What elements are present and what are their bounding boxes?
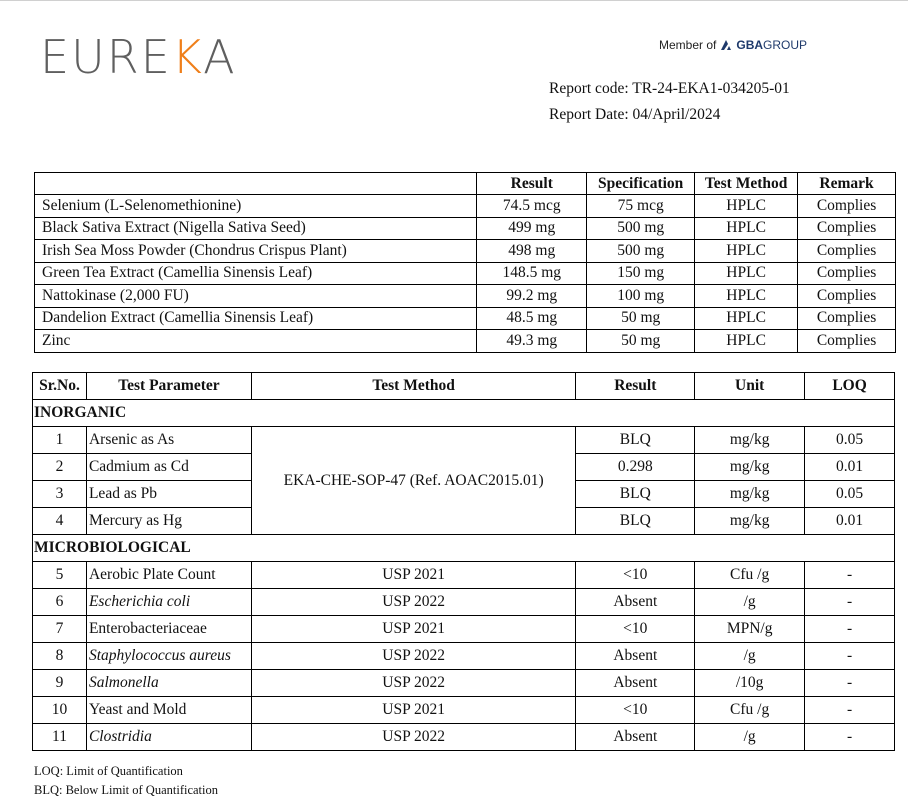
test-unit: Cfu /g: [695, 697, 805, 724]
summary-header-row: [35, 173, 896, 195]
test-loq: -: [805, 616, 895, 643]
test-method: USP 2022: [251, 643, 576, 670]
test-header-cell: Sr.No.: [33, 373, 87, 400]
eureka-logo: [40, 30, 237, 84]
ingredient-spec: 500 mg: [587, 217, 695, 240]
ingredient-method: HPLC: [695, 307, 798, 330]
test-result: Absent: [576, 724, 695, 751]
test-header-cell: Unit: [695, 373, 805, 400]
ingredient-name: Black Sativa Extract (Nigella Sativa Seed): [35, 217, 477, 240]
test-parameter: Cadmium as Cd: [86, 454, 251, 481]
section-row: [33, 400, 895, 427]
sr-no: 6: [33, 589, 87, 616]
table-row: [33, 616, 895, 643]
test-header-cell: Test Parameter: [86, 373, 251, 400]
ingredient-name: Selenium (L-Selenomethionine): [35, 195, 477, 218]
test-result: BLQ: [576, 508, 695, 535]
table-row: [33, 724, 895, 751]
sr-no: 11: [33, 724, 87, 751]
ingredient-name: Green Tea Extract (Camellia Sinensis Leaf): [35, 262, 477, 285]
test-result: Absent: [576, 670, 695, 697]
test-result: <10: [576, 562, 695, 589]
sr-no: 2: [33, 454, 87, 481]
ingredient-result: 49.3 mg: [477, 330, 587, 353]
test-parameter: Clostridia: [86, 724, 251, 751]
test-loq: -: [805, 589, 895, 616]
member-org-rest: GROUP: [763, 38, 808, 52]
summary-table: [34, 172, 896, 353]
test-result: <10: [576, 616, 695, 643]
test-header-cell: Result: [576, 373, 695, 400]
test-method: USP 2022: [251, 724, 576, 751]
ingredient-result: 74.5 mcg: [477, 195, 587, 218]
test-method: USP 2021: [251, 562, 576, 589]
ingredient-name: Irish Sea Moss Powder (Chondrus Crispus Plant): [35, 240, 477, 263]
ingredient-method: HPLC: [695, 217, 798, 240]
sr-no: 8: [33, 643, 87, 670]
ingredient-result: 99.2 mg: [477, 285, 587, 308]
member-org-bold: GBA: [736, 38, 764, 52]
test-loq: 0.01: [805, 454, 895, 481]
ingredient-method: HPLC: [695, 330, 798, 353]
section-row: [33, 535, 895, 562]
test-loq: -: [805, 697, 895, 724]
test-result: BLQ: [576, 427, 695, 454]
ingredient-spec: 75 mcg: [587, 195, 695, 218]
ingredient-method: HPLC: [695, 240, 798, 263]
ingredient-spec: 100 mg: [587, 285, 695, 308]
test-loq: 0.05: [805, 427, 895, 454]
summary-header-cell: Test Method: [695, 173, 798, 195]
test-unit: /10g: [695, 670, 805, 697]
test-parameter: Enterobacteriaceae: [86, 616, 251, 643]
report-date: Report Date: 04/April/2024: [549, 106, 721, 123]
sr-no: 3: [33, 481, 87, 508]
ingredient-spec: 50 mg: [587, 307, 695, 330]
summary-row: [35, 262, 896, 285]
top-divider: [0, 0, 908, 1]
test-loq: 0.01: [805, 508, 895, 535]
member-of-gba-group: [659, 38, 807, 52]
section-inorganic: INORGANIC: [33, 400, 895, 427]
table-row: [33, 427, 895, 454]
summary-row: [35, 240, 896, 263]
test-result: BLQ: [576, 481, 695, 508]
test-loq: -: [805, 562, 895, 589]
section-microbiological: MICROBIOLOGICAL: [33, 535, 895, 562]
report-code: Report code: TR-24-EKA1-034205-01: [549, 80, 790, 97]
test-unit: mg/kg: [695, 454, 805, 481]
ingredient-remark: Complies: [798, 330, 896, 353]
table-row: [33, 589, 895, 616]
sr-no: 4: [33, 508, 87, 535]
test-parameter: Staphylococcus aureus: [86, 643, 251, 670]
ingredient-spec: 50 mg: [587, 330, 695, 353]
test-result: Absent: [576, 589, 695, 616]
test-unit: MPN/g: [695, 616, 805, 643]
table-row: [33, 643, 895, 670]
ingredient-remark: Complies: [798, 307, 896, 330]
table-row: [33, 670, 895, 697]
test-result: <10: [576, 697, 695, 724]
table-row: [33, 562, 895, 589]
ingredient-spec: 150 mg: [587, 262, 695, 285]
test-loq: -: [805, 643, 895, 670]
test-loq: -: [805, 670, 895, 697]
report-meta: [549, 76, 790, 128]
inorganic-test-method: EKA-CHE-SOP-47 (Ref. AOAC2015.01): [251, 427, 576, 535]
test-parameter: Lead as Pb: [86, 481, 251, 508]
summary-row: [35, 330, 896, 353]
ingredient-remark: Complies: [798, 262, 896, 285]
test-loq: 0.05: [805, 481, 895, 508]
test-method: USP 2022: [251, 670, 576, 697]
test-parameter: Mercury as Hg: [86, 508, 251, 535]
test-unit: /g: [695, 589, 805, 616]
footnote-loq: LOQ: Limit of Quantification: [34, 764, 183, 778]
test-header-row: [33, 373, 895, 400]
sr-no: 7: [33, 616, 87, 643]
gba-logo-icon: [719, 39, 733, 51]
summary-row: [35, 217, 896, 240]
summary-row: [35, 307, 896, 330]
ingredient-remark: Complies: [798, 195, 896, 218]
ingredient-name: Dandelion Extract (Camellia Sinensis Leaf): [35, 307, 477, 330]
test-unit: mg/kg: [695, 508, 805, 535]
test-unit: /g: [695, 643, 805, 670]
summary-row: [35, 285, 896, 308]
sr-no: 9: [33, 670, 87, 697]
ingredient-method: HPLC: [695, 262, 798, 285]
logo-text-prefix: EURE: [40, 30, 172, 84]
ingredient-remark: Complies: [798, 285, 896, 308]
ingredient-result: 48.5 mg: [477, 307, 587, 330]
test-parameter: Salmonella: [86, 670, 251, 697]
summary-header-cell: Specification: [587, 173, 695, 195]
ingredient-spec: 500 mg: [587, 240, 695, 263]
test-unit: mg/kg: [695, 427, 805, 454]
test-parameter: Arsenic as As: [86, 427, 251, 454]
test-parameter: Escherichia coli: [86, 589, 251, 616]
summary-header-cell: Result: [477, 173, 587, 195]
ingredient-result: 148.5 mg: [477, 262, 587, 285]
test-method: USP 2021: [251, 616, 576, 643]
test-loq: -: [805, 724, 895, 751]
footnote-blq: BLQ: Below Limit of Quantification: [34, 783, 218, 797]
logo-text-accent: K: [171, 30, 204, 84]
summary-header-cell: [35, 173, 477, 195]
summary-header-cell: Remark: [798, 173, 896, 195]
test-unit: Cfu /g: [695, 562, 805, 589]
logo-text-suffix: A: [203, 30, 237, 84]
test-parameter: Aerobic Plate Count: [86, 562, 251, 589]
ingredient-remark: Complies: [798, 240, 896, 263]
test-unit: mg/kg: [695, 481, 805, 508]
member-label: Member of: [659, 38, 717, 52]
table-row: [33, 697, 895, 724]
ingredient-name: Zinc: [35, 330, 477, 353]
ingredient-remark: Complies: [798, 217, 896, 240]
test-unit: /g: [695, 724, 805, 751]
summary-row: [35, 195, 896, 218]
sr-no: 10: [33, 697, 87, 724]
test-method: USP 2021: [251, 697, 576, 724]
test-result: 0.298: [576, 454, 695, 481]
ingredient-method: HPLC: [695, 285, 798, 308]
ingredient-method: HPLC: [695, 195, 798, 218]
sr-no: 5: [33, 562, 87, 589]
test-result: Absent: [576, 643, 695, 670]
ingredient-result: 499 mg: [477, 217, 587, 240]
test-header-cell: Test Method: [251, 373, 576, 400]
test-parameter: Yeast and Mold: [86, 697, 251, 724]
ingredient-name: Nattokinase (2,000 FU): [35, 285, 477, 308]
ingredient-result: 498 mg: [477, 240, 587, 263]
footnotes: [34, 762, 218, 800]
test-method: USP 2022: [251, 589, 576, 616]
test-results-table: [32, 372, 895, 751]
test-header-cell: LOQ: [805, 373, 895, 400]
sr-no: 1: [33, 427, 87, 454]
